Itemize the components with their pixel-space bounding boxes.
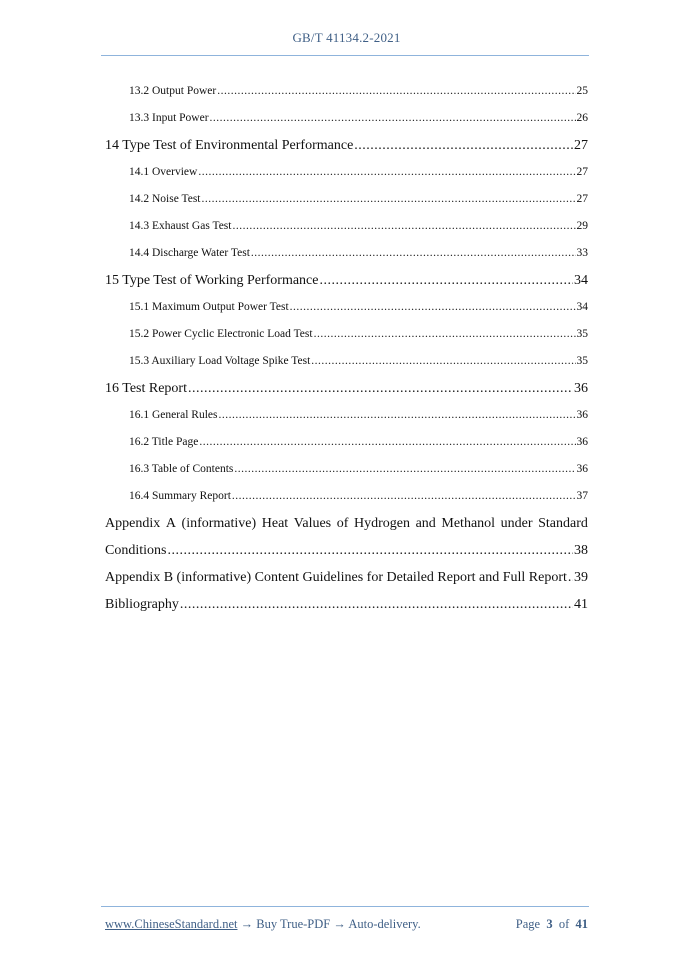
document-id: GB/T 41134.2-2021	[292, 30, 401, 45]
toc-entry-page: 27	[576, 193, 588, 205]
toc-entry-title: 16 Test Report	[105, 381, 187, 396]
toc-entry-page: 34	[576, 301, 588, 313]
toc-entry-page: 27	[574, 138, 588, 153]
toc-entry-subsection[interactable]	[105, 402, 588, 429]
toc-entry-word: Methanol	[441, 516, 496, 531]
toc-entry-title: Bibliography	[105, 597, 179, 612]
toc-entry-page: 36	[576, 436, 588, 448]
toc-entry-subsection[interactable]	[105, 78, 588, 105]
toc-entry-page: 37	[576, 490, 588, 502]
toc-entry-page: 39	[574, 570, 588, 585]
toc-entry-word: A	[165, 516, 176, 531]
page-current: 3	[546, 917, 553, 931]
dot-leader	[202, 186, 576, 213]
toc-entry-subsection[interactable]	[105, 456, 588, 483]
dot-leader	[167, 537, 573, 564]
running-header	[0, 30, 693, 46]
toc-entry-page: 36	[576, 463, 588, 475]
toc-entry-subsection[interactable]	[105, 213, 588, 240]
toc-entry-section[interactable]	[105, 267, 588, 294]
toc-entry-section[interactable]	[105, 375, 588, 402]
dot-leader	[234, 456, 575, 483]
toc-entry-appendix-a-line2[interactable]	[105, 537, 588, 564]
toc-entry-title: 14 Type Test of Environmental Performance	[105, 138, 354, 153]
dot-leader	[251, 240, 576, 267]
page-total: 41	[575, 917, 588, 931]
toc-entry-title: 13.3 Input Power	[129, 112, 209, 124]
toc-entry-page: 41	[574, 597, 588, 612]
page-number: Page 3 of 41	[515, 917, 588, 931]
toc-entry-word: (informative)	[181, 516, 257, 531]
buy-pdf-text: Buy True-PDF	[256, 917, 331, 931]
dot-leader	[319, 267, 573, 294]
footer-divider	[101, 906, 589, 907]
toc-entry-page: 33	[576, 247, 588, 259]
toc-entry-subsection[interactable]	[105, 348, 588, 375]
toc-entry-title: 14.1 Overview	[129, 166, 198, 178]
toc-entry-subsection[interactable]	[105, 186, 588, 213]
dot-leader	[311, 348, 575, 375]
toc-entry-word: Standard	[538, 516, 588, 531]
toc-entry-title: Appendix B (informative) Content Guidelines for Detailed Report and Full Report	[105, 570, 567, 585]
toc-entry-page: 29	[576, 220, 588, 232]
toc-entry-word: and	[415, 516, 436, 531]
toc-entry-subsection[interactable]	[105, 483, 588, 510]
toc-entry-subsection[interactable]	[105, 321, 588, 348]
header-divider	[101, 55, 589, 56]
dot-leader	[314, 321, 576, 348]
toc-entry-section[interactable]	[105, 132, 588, 159]
toc-entry-page: 34	[574, 273, 588, 288]
footer-promo	[105, 917, 421, 932]
toc-entry-title: 16.3 Table of Contents	[129, 463, 234, 475]
toc-entry-word: Appendix	[105, 516, 161, 531]
dot-leader	[568, 564, 573, 591]
toc-entry-title: 14.3 Exhaust Gas Test	[129, 220, 232, 232]
toc-entry-title: 13.2 Output Power	[129, 85, 217, 97]
table-of-contents	[105, 78, 588, 618]
toc-entry-title: 15.1 Maximum Output Power Test	[129, 301, 289, 313]
toc-entry-title: 15.3 Auxiliary Load Voltage Spike Test	[129, 355, 311, 367]
dot-leader	[232, 213, 575, 240]
toc-entry-page: 36	[576, 409, 588, 421]
toc-entry-page: 26	[576, 112, 588, 124]
toc-entry-word: Hydrogen	[353, 516, 410, 531]
toc-entry-page: 27	[576, 166, 588, 178]
site-link[interactable]: www.ChineseStandard.net	[105, 917, 238, 931]
toc-entries	[105, 78, 588, 510]
toc-entry-subsection[interactable]	[105, 159, 588, 186]
toc-entry-subsection[interactable]	[105, 429, 588, 456]
toc-entry-word: Values	[293, 516, 332, 531]
toc-entry-title: Conditions	[105, 543, 167, 558]
toc-entry-word: under	[500, 516, 533, 531]
toc-entry-page: 35	[576, 355, 588, 367]
toc-entry-word: Heat	[261, 516, 289, 531]
toc-entry-page: 36	[574, 381, 588, 396]
toc-entry-title: 16.1 General Rules	[129, 409, 218, 421]
toc-entry-subsection[interactable]	[105, 240, 588, 267]
toc-entry-page: 38	[574, 543, 588, 558]
toc-entry-word: of	[336, 516, 349, 531]
dot-leader	[198, 159, 575, 186]
toc-entry-title: 14.4 Discharge Water Test	[129, 247, 250, 259]
toc-entry-subsection[interactable]	[105, 294, 588, 321]
arrow-right-icon: →	[240, 917, 254, 931]
dot-leader	[218, 402, 575, 429]
dot-leader	[180, 591, 573, 618]
dot-leader	[210, 105, 576, 132]
dot-leader	[217, 78, 575, 105]
toc-entry-title: 16.2 Title Page	[129, 436, 199, 448]
toc-entry-subsection[interactable]	[105, 105, 588, 132]
toc-entry-title: 16.4 Summary Report	[129, 490, 231, 502]
toc-entry-appendix-b[interactable]	[105, 564, 588, 591]
arrow-right-icon: →	[333, 917, 346, 931]
toc-entry-appendix-a-line1[interactable]	[105, 510, 588, 537]
dot-leader	[232, 483, 576, 510]
toc-entry-page: 35	[576, 328, 588, 340]
toc-entry-page: 25	[576, 85, 588, 97]
dot-leader	[199, 429, 575, 456]
page-footer	[105, 917, 588, 932]
dot-leader	[290, 294, 576, 321]
dot-leader	[354, 132, 573, 159]
toc-entry-bibliography[interactable]	[105, 591, 588, 618]
toc-entry-title: 15 Type Test of Working Performance	[105, 273, 319, 288]
dot-leader	[188, 375, 573, 402]
toc-entry-title: 14.2 Noise Test	[129, 193, 201, 205]
auto-delivery-text: Auto-delivery.	[348, 917, 421, 931]
toc-entry-title: 15.2 Power Cyclic Electronic Load Test	[129, 328, 313, 340]
